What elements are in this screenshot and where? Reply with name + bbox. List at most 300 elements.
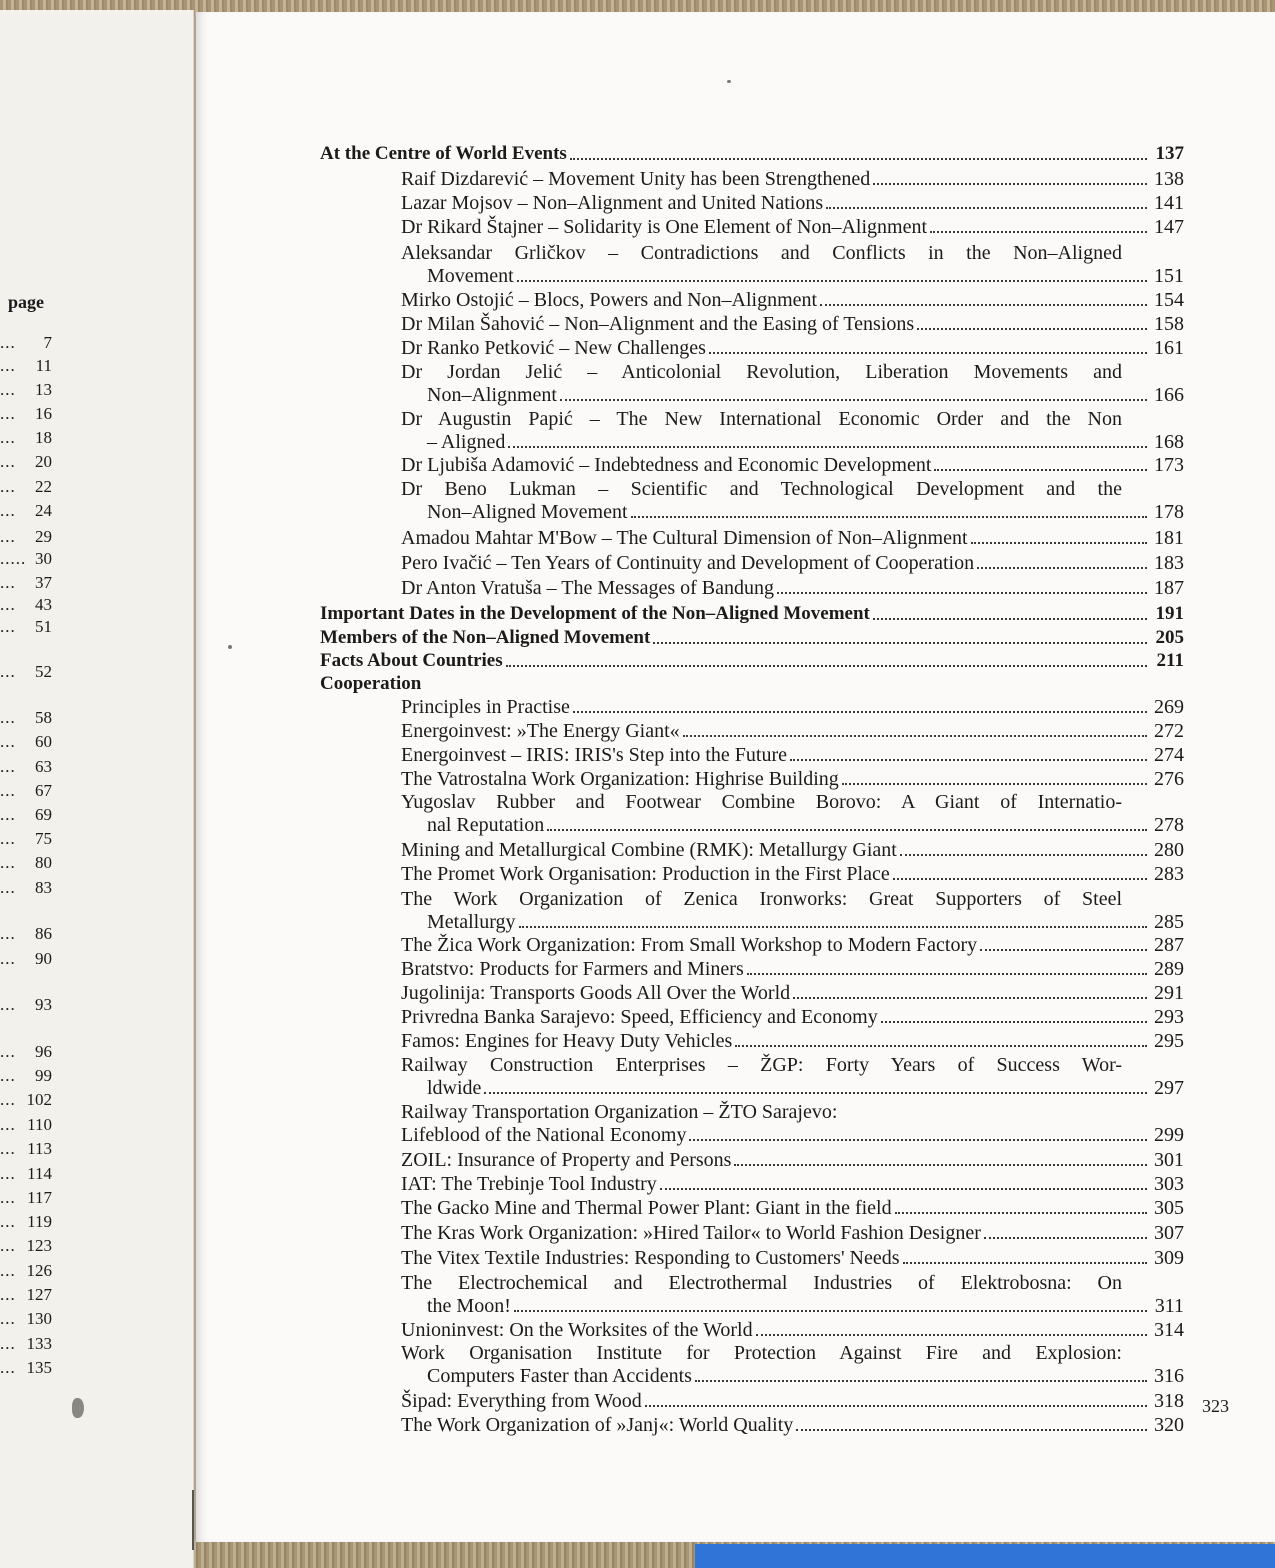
toc-entry-title: Dr Rikard Štajner – Solidarity is One Element of Non–Alignment — [401, 216, 928, 238]
dot-leader: ... — [0, 708, 16, 727]
dot-leader — [695, 1379, 1147, 1382]
toc-entry — [401, 1172, 1184, 1196]
dot-leader: ... — [0, 1285, 16, 1304]
toc-entry-title: the Moon! — [427, 1295, 511, 1317]
left-page-entry — [0, 1089, 52, 1111]
toc-section-entry — [320, 626, 1184, 650]
left-page-entry — [0, 994, 52, 1016]
left-page-number: 22 — [35, 477, 52, 496]
dot-leader — [519, 925, 1147, 928]
toc-entry-page: 283 — [1154, 863, 1184, 885]
toc-entry-title: Lifeblood of the National Economy — [401, 1124, 687, 1146]
toc-entry — [401, 576, 1184, 600]
toc-entry — [427, 383, 1184, 407]
dot-leader — [573, 710, 1147, 713]
dot-leader — [881, 1020, 1147, 1023]
dot-leader — [984, 1236, 1147, 1239]
dot-leader: ... — [0, 1261, 16, 1280]
toc-section-entry — [320, 142, 1184, 166]
dot-leader — [977, 566, 1147, 569]
toc-entry-title: Important Dates in the Development of the Non–Aligned Movement — [320, 603, 870, 624]
toc-entry-title: Non–Alignment — [427, 384, 557, 406]
dot-leader — [547, 828, 1147, 831]
toc-entry — [401, 167, 1184, 191]
toc-entry-page: 173 — [1154, 454, 1184, 476]
toc-entry-title: Privredna Banka Sarajevo: Speed, Efficiency and Economy — [401, 1006, 878, 1028]
dot-leader: ... — [0, 527, 16, 546]
toc-entry-page: 316 — [1154, 1365, 1184, 1387]
left-page-entry — [0, 526, 52, 548]
dot-leader: ... — [0, 924, 16, 943]
toc-entry-page: 272 — [1154, 720, 1184, 742]
toc-entry — [427, 1364, 1184, 1388]
left-page-number: 126 — [26, 1261, 52, 1280]
left-page-entry — [0, 476, 52, 498]
toc-entry-page: 278 — [1154, 814, 1184, 836]
toc-entry-page: 211 — [1156, 650, 1184, 671]
left-page-header: page — [8, 292, 44, 312]
toc-entry-title: The Vitex Textile Industries: Responding to Customers' Needs — [401, 1247, 900, 1269]
dot-leader: ... — [0, 1236, 16, 1255]
toc-section-entry — [320, 602, 1184, 626]
toc-entry-title-line: Work Organisation Institute for Protection Against Fire and Explosion: — [401, 1342, 1122, 1364]
toc-entry-title: The Kras Work Organization: »Hired Tailor« to World Fashion Designer — [401, 1222, 981, 1244]
left-page-number: 51 — [35, 617, 52, 636]
left-page-number: 20 — [35, 452, 52, 471]
dot-leader: ... — [0, 829, 16, 848]
left-page-number: 52 — [35, 662, 52, 681]
toc-entry-page: 280 — [1154, 839, 1184, 861]
dot-leader — [508, 445, 1147, 448]
toc-entry-page: 311 — [1154, 1295, 1184, 1317]
toc-entry-title-line: The Work Organization of Zenica Ironworks: Great Supporters of Steel — [401, 888, 1122, 910]
toc-entry-page: 314 — [1154, 1319, 1184, 1341]
dot-leader: ... — [0, 949, 16, 968]
dot-leader — [683, 734, 1147, 737]
left-page-number: 43 — [35, 595, 52, 614]
dot-leader: ... — [0, 1066, 16, 1085]
toc-section-entry — [320, 649, 1184, 673]
left-page-number: 18 — [35, 428, 52, 447]
toc-entry-page: 154 — [1154, 289, 1184, 311]
dot-leader: ... — [0, 1042, 16, 1061]
dot-leader: ... — [0, 662, 16, 681]
left-page-number: 13 — [35, 380, 52, 399]
toc-entry — [401, 191, 1184, 215]
toc-entry — [427, 910, 1184, 934]
left-page-number: 90 — [35, 949, 52, 968]
toc-entry-title: The Vatrostalna Work Organization: Highrise Building — [401, 768, 839, 790]
toc-entry-title-line: Yugoslav Rubber and Footwear Combine Borovo: A Giant of Internatio- — [401, 791, 1122, 813]
left-page-number: 75 — [35, 829, 52, 848]
toc-entry-page: 320 — [1154, 1414, 1184, 1436]
dot-leader — [484, 1091, 1147, 1094]
toc-entry-title-line: Railway Transportation Organization – ŽTO Sarajevo: — [401, 1101, 838, 1123]
left-page-entry — [0, 594, 52, 616]
dot-leader: ... — [0, 428, 16, 447]
toc-entry-title: Pero Ivačić – Ten Years of Continuity and Development of Cooperation — [401, 552, 975, 574]
blue-background-strip — [695, 1544, 1275, 1568]
toc-entry-page: 191 — [1155, 603, 1184, 624]
toc-entry-title: Jugolinija: Transports Goods All Over the World — [401, 982, 791, 1004]
dot-leader — [514, 1309, 1147, 1312]
toc-entry-title: Famos: Engines for Heavy Duty Vehicles — [401, 1030, 733, 1052]
toc-entry-title: Energoinvest: »The Energy Giant« — [401, 720, 680, 742]
dot-leader — [873, 182, 1147, 185]
toc-entry-page: 309 — [1154, 1247, 1184, 1269]
left-page-number: 99 — [35, 1066, 52, 1085]
toc-entry-page: 305 — [1154, 1197, 1184, 1219]
left-page-entry — [0, 1260, 52, 1282]
left-page-entry — [0, 403, 52, 425]
toc-entry-page: 269 — [1154, 696, 1184, 718]
dot-leader — [873, 617, 1147, 620]
toc-entry-title-line: Dr Augustin Papić – The New International Economic Order and the Non — [401, 408, 1122, 430]
toc-entry-title-line: Dr Beno Lukman – Scientific and Technological Development and the — [401, 478, 1122, 500]
left-page-number: 110 — [27, 1115, 52, 1134]
left-page-entry — [0, 1333, 52, 1355]
left-page-entry — [0, 780, 52, 802]
toc-entry-page: 301 — [1154, 1149, 1184, 1171]
toc-entry-page: 181 — [1154, 527, 1184, 549]
left-page-number: 133 — [26, 1334, 52, 1353]
toc-entry-title: Non–Aligned Movement — [427, 501, 628, 523]
toc-entry-title: Unioninvest: On the Worksites of the World — [401, 1319, 753, 1341]
dot-leader — [971, 541, 1147, 544]
left-page-number: 60 — [35, 732, 52, 751]
left-page-entry — [0, 828, 52, 850]
dot-leader — [917, 327, 1147, 330]
toc-entry-page: 287 — [1154, 934, 1184, 956]
dot-leader — [645, 1404, 1147, 1407]
toc-entry-title: ldwide — [427, 1077, 482, 1099]
dot-leader: ... — [0, 1358, 16, 1377]
dot-leader — [653, 641, 1147, 644]
toc-entry-page: 303 — [1154, 1173, 1184, 1195]
dot-leader — [709, 351, 1147, 354]
toc-entry — [401, 312, 1184, 336]
toc-section-heading: Cooperation — [320, 673, 422, 694]
paper-speck — [72, 1398, 84, 1418]
left-page-number: 123 — [26, 1236, 52, 1255]
left-page-number: 69 — [35, 805, 52, 824]
toc-entry-page: 138 — [1154, 168, 1184, 190]
toc-entry-title: Dr Milan Šahović – Non–Alignment and the Easing of Tensions — [401, 313, 915, 335]
dot-leader — [820, 303, 1147, 306]
toc-entry — [401, 336, 1184, 360]
toc-entry-title: Movement — [427, 265, 514, 287]
toc-entry — [401, 933, 1184, 957]
left-page-entry — [0, 923, 52, 945]
toc-entry — [401, 453, 1184, 477]
paper-speck — [727, 80, 731, 83]
dot-leader — [930, 230, 1147, 233]
toc-entry — [427, 813, 1184, 837]
toc-entry-page: 289 — [1154, 958, 1184, 980]
left-page-number: 119 — [27, 1212, 52, 1231]
toc-entry-title: Dr Ljubiša Adamović – Indebtedness and Economic Development — [401, 454, 932, 476]
toc-entry — [401, 957, 1184, 981]
left-page-entry — [0, 661, 52, 683]
left-page-number: 135 — [26, 1358, 52, 1377]
left-page-entry — [0, 731, 52, 753]
toc-entry — [401, 743, 1184, 767]
toc-entry-title: Energoinvest – IRIS: IRIS's Step into the Future — [401, 744, 787, 766]
dot-leader: ... — [0, 501, 16, 520]
left-page-entry — [0, 1065, 52, 1087]
left-page-entry — [0, 1211, 52, 1233]
toc-entry-title-line: The Electrochemical and Electrothermal Industries of Elektrobosna: On — [401, 1272, 1122, 1294]
left-page-number: 83 — [35, 878, 52, 897]
toc-entry-title-line: Railway Construction Enterprises – ŽGP: Forty Years of Success Wor- — [401, 1054, 1122, 1076]
left-page-entry — [0, 616, 52, 638]
dot-leader — [842, 782, 1147, 785]
toc-entry-title-line: Dr Jordan Jelić – Anticolonial Revolution, Liberation Movements and — [401, 361, 1122, 383]
left-page-entry — [0, 1114, 52, 1136]
dot-leader: ... — [0, 853, 16, 872]
left-page — [0, 10, 194, 1568]
toc-entry-page: 137 — [1155, 143, 1184, 164]
dot-leader — [826, 206, 1147, 209]
toc-entry-page: 318 — [1154, 1390, 1184, 1412]
left-page-entry — [0, 1284, 52, 1306]
dot-leader — [903, 1261, 1147, 1264]
toc-entry-page: 291 — [1154, 982, 1184, 1004]
dot-leader: ... — [0, 995, 16, 1014]
left-page-entry — [0, 548, 52, 570]
toc-entry-page: 276 — [1154, 768, 1184, 790]
dot-leader — [747, 972, 1147, 975]
left-page-entry — [0, 332, 52, 354]
dot-leader: ... — [0, 404, 16, 423]
dot-leader: ... — [0, 1164, 16, 1183]
toc-entry — [401, 981, 1184, 1005]
toc-entry — [401, 1196, 1184, 1220]
toc-entry — [427, 1294, 1184, 1318]
toc-entry-title: Dr Anton Vratuša – The Messages of Bandung — [401, 577, 775, 599]
toc-entry — [427, 430, 1184, 454]
toc-entry — [401, 526, 1184, 550]
toc-entry-page: 166 — [1154, 384, 1184, 406]
dot-leader — [756, 1333, 1147, 1336]
dot-leader — [631, 515, 1147, 518]
toc-entry — [427, 264, 1184, 288]
dot-leader — [895, 1211, 1147, 1214]
left-page-number: 37 — [35, 573, 52, 592]
toc-entry-title: IAT: The Trebinje Tool Industry — [401, 1173, 657, 1195]
dot-leader: ... — [0, 1139, 16, 1158]
toc-entry — [401, 838, 1184, 862]
toc-entry-title: Amadou Mahtar M'Bow – The Cultural Dimension of Non–Alignment — [401, 527, 968, 549]
toc-entry — [401, 767, 1184, 791]
left-page-number: 80 — [35, 853, 52, 872]
spine-line — [192, 1490, 194, 1550]
dot-leader: ... — [0, 1188, 16, 1207]
toc-entry — [401, 1246, 1184, 1270]
dot-leader — [560, 398, 1147, 401]
toc-entry-title-line: Aleksandar Grličkov – Contradictions and Conflicts in the Non–Aligned — [401, 242, 1122, 264]
toc-entry-title: Lazar Mojsov – Non–Alignment and United Nations — [401, 192, 824, 214]
toc-entry-title: Principles in Practise — [401, 696, 570, 718]
toc-entry-title: At the Centre of World Events — [320, 143, 567, 164]
dot-leader — [735, 1044, 1147, 1047]
dot-leader: ... — [0, 617, 16, 636]
toc-entry-title: Members of the Non–Aligned Movement — [320, 627, 651, 648]
page-number: 323 — [1202, 1396, 1229, 1416]
toc-entry — [401, 1123, 1184, 1147]
toc-entry-title: Šipad: Everything from Wood — [401, 1390, 642, 1412]
dot-leader — [980, 948, 1147, 951]
toc-entry-page: 158 — [1154, 313, 1184, 335]
dot-leader: ... — [0, 380, 16, 399]
left-page-entry — [0, 355, 52, 377]
toc-entry-page: 147 — [1154, 216, 1184, 238]
dot-leader: ... — [0, 356, 16, 375]
dot-leader — [796, 1428, 1147, 1431]
dot-leader: ... — [0, 333, 16, 352]
left-page-number: 102 — [26, 1090, 52, 1109]
dot-leader — [793, 996, 1147, 999]
toc-entry — [401, 1221, 1184, 1245]
toc-entry-title: nal Reputation — [427, 814, 545, 836]
dot-leader — [777, 591, 1147, 594]
toc-entry-page: 161 — [1154, 337, 1184, 359]
left-page-number: 114 — [27, 1164, 52, 1183]
toc-entry-page: 307 — [1154, 1222, 1184, 1244]
left-page-entry — [0, 1163, 52, 1185]
dot-leader — [570, 157, 1147, 160]
left-page-entry — [0, 948, 52, 970]
toc-entry-page: 187 — [1154, 577, 1184, 599]
left-page-entry — [0, 1235, 52, 1257]
dot-leader: ... — [0, 452, 16, 471]
left-page-entry — [0, 379, 52, 401]
toc-entry-title: Dr Ranko Petković – New Challenges — [401, 337, 706, 359]
toc-entry — [427, 1076, 1184, 1100]
toc-entry-title: ZOIL: Insurance of Property and Persons — [401, 1149, 732, 1171]
left-page-number: 16 — [35, 404, 52, 423]
dot-leader: ... — [0, 1309, 16, 1328]
left-page-entry — [0, 1041, 52, 1063]
toc-entry-page: 141 — [1154, 192, 1184, 214]
toc-entry-page: 183 — [1154, 552, 1184, 574]
dot-leader: ... — [0, 805, 16, 824]
dot-leader: ... — [0, 477, 16, 496]
left-page-number: 96 — [35, 1042, 52, 1061]
toc-entry-page: 285 — [1154, 911, 1184, 933]
toc-entry-title: Metallurgy — [427, 911, 516, 933]
dot-leader: ... — [0, 1090, 16, 1109]
toc-entry-page: 297 — [1154, 1077, 1184, 1099]
left-page-number: 11 — [35, 356, 52, 375]
toc-entry — [401, 1029, 1184, 1053]
toc-entry-page: 299 — [1154, 1124, 1184, 1146]
left-page-number: 24 — [35, 501, 52, 520]
left-page-number: 67 — [35, 781, 52, 800]
dot-leader — [900, 853, 1147, 856]
dot-leader: ... — [0, 878, 16, 897]
left-page-entry — [0, 1308, 52, 1330]
dot-leader: ... — [0, 781, 16, 800]
left-page-entry — [0, 877, 52, 899]
toc-entry-title: Bratstvo: Products for Farmers and Miners — [401, 958, 744, 980]
toc-entry — [401, 695, 1184, 719]
toc-entry-page: 151 — [1154, 265, 1184, 287]
toc-entry — [401, 1413, 1184, 1437]
left-page-entry — [0, 707, 52, 729]
toc-entry-title: Facts About Countries — [320, 650, 503, 671]
left-page-number: 29 — [35, 527, 52, 546]
toc-entry-page: 168 — [1154, 431, 1184, 453]
left-page-entry — [0, 756, 52, 778]
left-page-number: 127 — [26, 1285, 52, 1304]
dot-leader — [517, 279, 1147, 282]
left-page-number: 63 — [35, 757, 52, 776]
dot-leader: ... — [0, 1212, 16, 1231]
right-page — [196, 12, 1275, 1542]
left-page-number: 117 — [27, 1188, 52, 1207]
paper-speck — [228, 645, 232, 649]
toc-entry — [401, 1318, 1184, 1342]
left-page-number: 93 — [35, 995, 52, 1014]
toc-entry-page: 178 — [1154, 501, 1184, 523]
dot-leader — [934, 468, 1147, 471]
toc-entry-title: The Work Organization of »Janj«: World Quality — [401, 1414, 794, 1436]
dot-leader: ... — [0, 573, 16, 592]
toc-entry — [401, 1005, 1184, 1029]
toc-entry — [401, 1148, 1184, 1172]
dot-leader: ... — [0, 732, 16, 751]
toc-entry-title: The Gacko Mine and Thermal Power Plant: Giant in the field — [401, 1197, 892, 1219]
toc-entry-title: Computers Faster than Accidents — [427, 1365, 692, 1387]
left-page-number: 30 — [35, 549, 52, 568]
dot-leader: ... — [0, 757, 16, 776]
dot-leader — [689, 1138, 1147, 1141]
left-page-entry — [0, 804, 52, 826]
dot-leader — [660, 1187, 1147, 1190]
toc-entry-page: 293 — [1154, 1006, 1184, 1028]
toc-entry-title: The Žica Work Organization: From Small Workshop to Modern Factory — [401, 934, 978, 956]
toc-entry — [401, 862, 1184, 886]
toc-entry — [401, 215, 1184, 239]
toc-entry — [401, 551, 1184, 575]
toc-entry — [401, 719, 1184, 743]
left-page-number: 86 — [35, 924, 52, 943]
left-page-number: 130 — [26, 1309, 52, 1328]
left-page-number: 113 — [27, 1139, 52, 1158]
dot-leader — [790, 758, 1147, 761]
toc-entry — [427, 500, 1184, 524]
toc-entry-page: 205 — [1155, 627, 1184, 648]
toc-entry-page: 274 — [1154, 744, 1184, 766]
left-page-number: 58 — [35, 708, 52, 727]
dot-leader — [734, 1163, 1147, 1166]
dot-leader — [506, 664, 1147, 667]
toc-entry-title: Mining and Metallurgical Combine (RMK): Metallurgy Giant — [401, 839, 897, 861]
dot-leader: ... — [0, 1334, 16, 1353]
dot-leader: ... — [0, 595, 16, 614]
left-page-entry — [0, 500, 52, 522]
left-page-entry — [0, 427, 52, 449]
toc-entry-title: The Promet Work Organisation: Production in the First Place — [401, 863, 890, 885]
toc-entry-title: Mirko Ostojić – Blocs, Powers and Non–Alignment — [401, 289, 818, 311]
left-page-number: 7 — [43, 333, 52, 352]
dot-leader: ... — [0, 1115, 16, 1134]
dot-leader — [893, 877, 1147, 880]
toc-entry-page: 295 — [1154, 1030, 1184, 1052]
left-page-entry — [0, 1187, 52, 1209]
toc-entry — [401, 1389, 1184, 1413]
